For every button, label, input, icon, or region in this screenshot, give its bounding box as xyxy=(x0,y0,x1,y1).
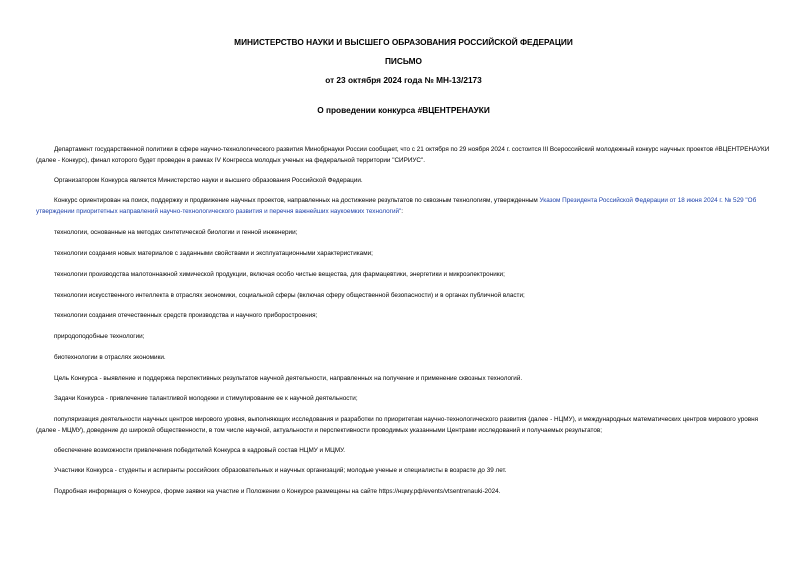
tech-list-item: технологии производства малотоннажной химической продукции, включая особо чистые вещества, для фармацевтики, энергетики и микроэлектроники; xyxy=(54,271,505,278)
employment-paragraph: обеспечение возможности привлечения победителей Конкурса в кадровый состав НЦМУ и МЦМУ. xyxy=(54,447,346,454)
participants-paragraph: Участники Конкурса - студенты и аспиранты российских образовательных и научных организаций; молодые ученые и специалисты в возрасте до 39 лет. xyxy=(54,467,507,474)
tech-list-item: технологии создания новых материалов с заданными свойствами и эксплуатационными характеристиками; xyxy=(54,250,373,257)
tech-list-item: природоподобные технологии; xyxy=(54,333,145,340)
tech-list-item: биотехнологии в отраслях экономики. xyxy=(54,354,166,361)
popularization-paragraph: популяризация деятельности научных центров мирового уровня, выполняющих исследования и разработки по приоритетам научно-технологического развития (далее - НЦМУ), и международных математических центров мирового уровня (далее - МЦМУ), доведение до широкой общественности, в том числе научной, актуальности и перспективности проводимых указанными Центрами исследований и получаемых результатов; xyxy=(36,416,759,434)
tech-list-item: технологии, основанные на методах синтетической биологии и генной инженерии; xyxy=(54,229,298,236)
document-subject: О проведении конкурса #ВЦЕНТРЕНАУКИ xyxy=(317,105,490,115)
orientation-text: Конкурс ориентирован на поиск, поддержку и продвижение научных проектов, направленных на достижение результатов по сквозным технологиям, утвержденным xyxy=(54,197,540,204)
document-type: ПИСЬМО xyxy=(384,56,423,66)
intro-paragraph: Департамент государственной политики в сфере научно-технологического развития Минобрнауки России сообщает, что с 21 октября по 29 ноября 2024 г. состоится III Всероссийский молодежный конкурс научных проектов #ВЦЕНТРЕНАУКИ (далее - Конкурс), финал которого будет проведен в рамках IV Конгресса молодых ученых на федеральной территории "СИРИУС". xyxy=(36,146,770,164)
tech-list-item: технологии создания отечественных средств производства и научного приборостроения; xyxy=(54,312,318,319)
presidential-decree-link[interactable]: Указом Президента Российской Федерации от 18 июня 2024 г. № 529 "Об утверждении приоритетных направлений научно-технологического развития и перечня важнейших наукоемких технологий" xyxy=(36,197,757,215)
tech-list-item: технологии искусственного интеллекта в отраслях экономики, социальной сферы (включая сферу общественной безопасности) и в органах публичной власти; xyxy=(54,292,525,299)
ministry-title: МИНИСТЕРСТВО НАУКИ И ВЫСШЕГО ОБРАЗОВАНИЯ РОССИЙСКОЙ ФЕДЕРАЦИИ xyxy=(234,37,573,47)
document-date-number: от 23 октября 2024 года № МН-13/2173 xyxy=(325,75,482,85)
info-paragraph: Подробная информация о Конкурсе, форме заявки на участие и Положении о Конкурсе размещены на сайте https://нцму.рф/events/vtsentrenauki-2024. xyxy=(54,488,501,495)
tasks-paragraph: Задачи Конкурса - привлечение талантливой молодежи и стимулирование ее к научной деятельности; xyxy=(54,395,358,402)
organizer-paragraph: Организатором Конкурса является Министерство науки и высшего образования Российской Федерации. xyxy=(54,177,363,184)
orientation-colon: : xyxy=(401,207,404,215)
orientation-paragraph xyxy=(36,196,776,217)
goal-paragraph: Цель Конкурса - выявление и поддержка перспективных результатов научной деятельности, направленных на получение и применение сквозных технологий. xyxy=(54,375,523,382)
